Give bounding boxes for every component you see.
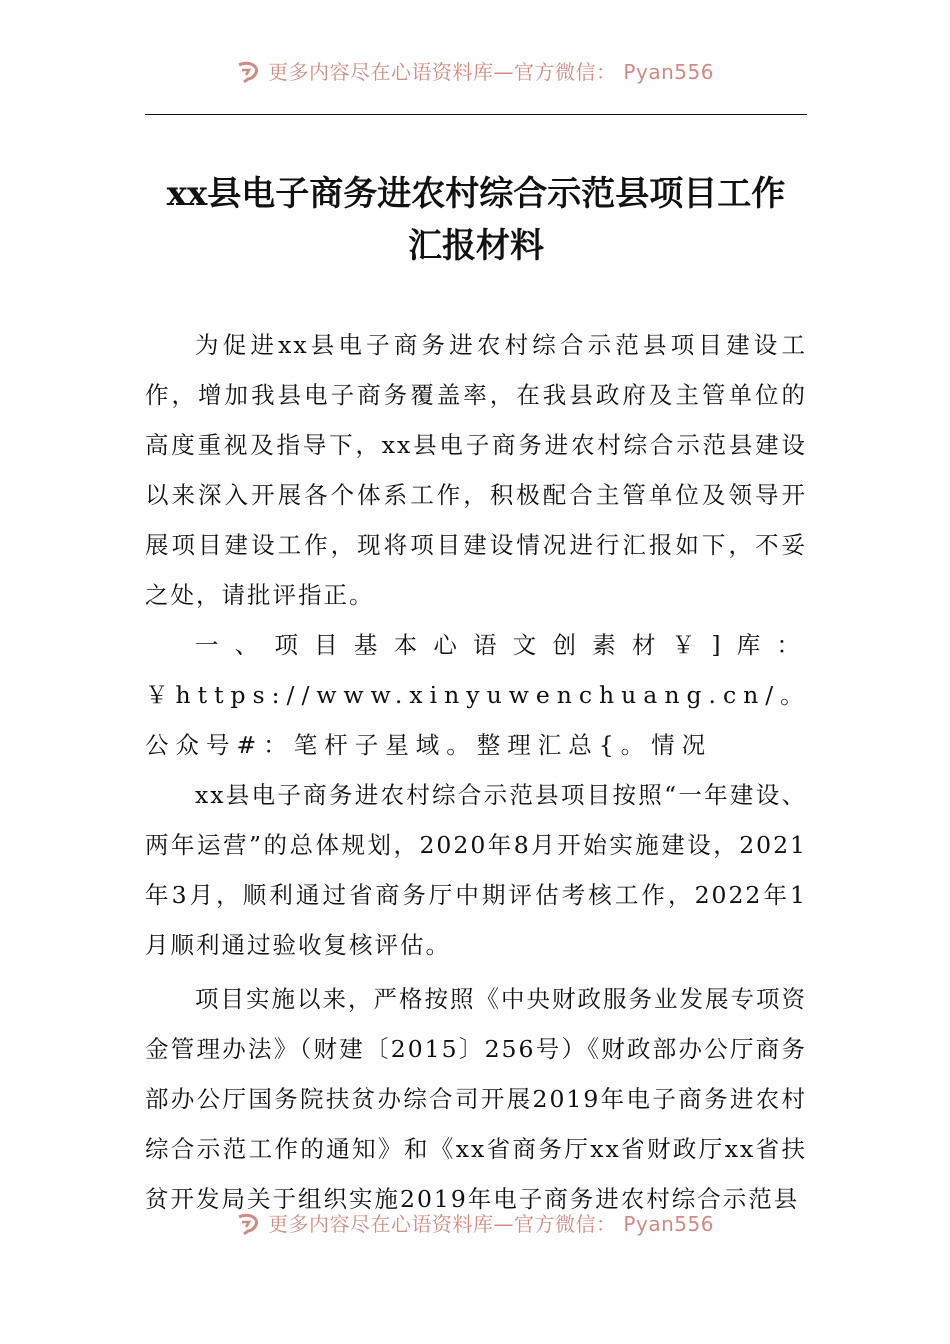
document-title <box>145 168 807 272</box>
watermark-logo-icon <box>236 61 262 83</box>
watermark-text: 更多内容尽在心语资料库—官方微信： Pyan556 <box>268 60 714 84</box>
watermark-text: 更多内容尽在心语资料库—官方微信： Pyan556 <box>268 1212 714 1236</box>
title-line-2: 汇报材料 <box>408 226 544 266</box>
title-line-1: xx县电子商务进农村综合示范县项目工作 <box>166 174 786 214</box>
paragraph-intro: 为促进xx县电子商务进农村综合示范县项目建设工作，增加我县电子商务覆盖率，在我县政府及主管单位的高度重视及指导下，xx县电子商务进农村综合示范县建设以来深入开展各个体系工作，积极配合主管单位及领导开展项目建设工作，现将项目建设情况进行汇报如下，不妥之处，请批评指正。 <box>145 331 807 609</box>
header-divider <box>145 114 807 115</box>
paragraph-timeline: xx县电子商务进农村综合示范县项目按照“一年建设、两年运营”的总体规划，2020年8月开始实施建设，2021年3月，顺利通过省商务厅中期评估考核工作，2022年1月顺利通过验收复核评估。 <box>145 781 807 959</box>
section-heading-1: 一、项目基本心语文创素材￥]库：￥https://www.xinyuwenchuang.cn/。公众号#：笔杆子星域。整理汇总{。情况 <box>145 631 811 759</box>
header-watermark <box>0 56 950 85</box>
footer-watermark <box>0 1208 950 1237</box>
watermark-logo-icon <box>236 1213 262 1235</box>
paragraph-implementation: 项目实施以来，严格按照《中央财政服务业发展专项资金管理办法》（财建〔2015〕256号）《财政部办公厅商务部办公厅国务院扶贫办综合司开展2019年电子商务进农村综合示范工作的通知》和《xx省商务厅xx省财政厅xx省扶贫开发局关于组织实施2019年电子商务进农村综合示范县 <box>145 985 807 1213</box>
document-body <box>145 320 811 1224</box>
